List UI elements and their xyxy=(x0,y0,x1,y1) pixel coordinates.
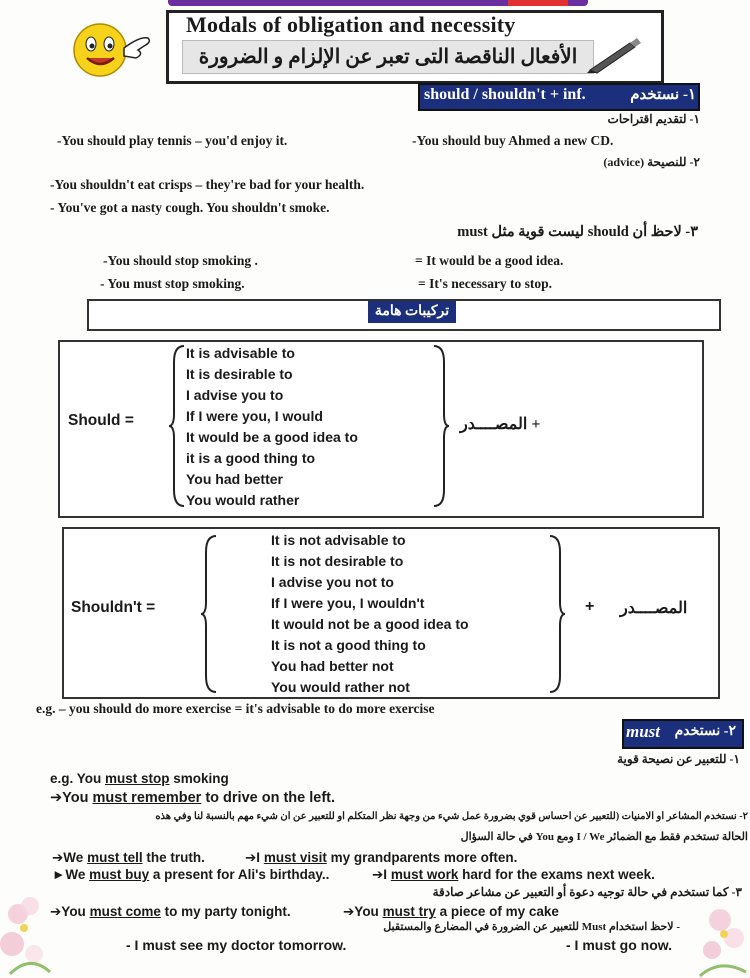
should-item-3: I advise you to xyxy=(186,387,284,403)
pen-icon xyxy=(585,35,645,75)
section2-use-arabic: ٢- نستخدم xyxy=(674,724,736,739)
must-example-5a: ➔You must come to my party tonight. xyxy=(50,904,291,919)
compare-right-1: = It would be a good idea. xyxy=(415,253,564,268)
title-english: Modals of obligation and necessity xyxy=(186,12,516,37)
should-item-2: It is desirable to xyxy=(186,366,293,382)
should-suffix: + المصــــدر xyxy=(460,416,541,433)
example-3: -You shouldn't eat crisps – they're bad for your health. xyxy=(50,177,365,192)
shouldnt-plus: + xyxy=(585,598,595,615)
should-item-7: You had better xyxy=(186,471,283,487)
should-item-8: You would rather xyxy=(186,492,300,508)
must-example-5b: ➔You must try a piece of my cake xyxy=(343,904,559,919)
must-use1: ١- للتعبير عن نصيحة قوية xyxy=(617,752,740,766)
final-example-right: - I must go now. xyxy=(566,937,673,953)
shouldnt-item-2: It is not desirable to xyxy=(271,553,404,569)
must-note: - لاحظ استخدام Must للتعبير عن الضرورة في المضارع والمستقبل xyxy=(383,921,680,933)
must-example-4b: ➔I must work hard for the exams next week. xyxy=(372,867,655,882)
should-structures-box xyxy=(58,340,704,518)
example-1: -You should play tennis – you'd enjoy it. xyxy=(57,133,288,148)
shouldnt-label: Shouldn't = xyxy=(71,599,156,616)
should-formula: should / shouldn't + inf. xyxy=(424,86,586,103)
must-example-3b: ➔I must visit my grandparents more often. xyxy=(245,850,518,865)
note-should-vs-must: ٣- لاحظ أن should ليست قوية مثل must xyxy=(457,224,698,240)
eg-line: e.g. – you should do more exercise = it's advisable to do more exercise xyxy=(36,701,435,716)
flower-decoration-icon xyxy=(0,884,70,978)
right-brace-icon xyxy=(430,344,450,508)
right-brace-icon xyxy=(546,534,566,694)
must-use2-line1: ٢- نستخدم المشاعر او الامنيات (للتعبير عن احساس قوي بضرورة عمل شيء من وجهة نظر المتكلم او للتعبير عن أن شيء مهم بالنسبة لنا وفي هذه xyxy=(155,811,748,822)
left-brace-icon xyxy=(200,534,220,694)
section1-use-arabic: ١- نستخدم xyxy=(630,87,696,103)
smiley-pointing-icon xyxy=(60,18,155,80)
shouldnt-item-1: It is not advisable to xyxy=(271,532,406,548)
must-keyword: must xyxy=(626,722,661,741)
shouldnt-item-8: You would rather not xyxy=(271,679,410,695)
top-decoration-strip xyxy=(168,0,588,6)
title-arabic: الأفعال الناقصة التى تعبر عن الإلزام و الضرورة xyxy=(182,40,594,74)
should-item-5: It would be a good idea to xyxy=(186,429,358,445)
must-example-2: ➔You must remember to drive on the left. xyxy=(50,790,336,806)
must-example-3a: ➔We must tell the truth. xyxy=(52,850,205,865)
shouldnt-item-6: It is not a good thing to xyxy=(271,637,426,653)
shouldnt-item-3: I advise you not to xyxy=(271,574,394,590)
must-use2-line2: الحالة تستخدم فقط مع الضمائر I / We ومع You في حالة السؤال xyxy=(460,831,748,843)
flower-decoration-icon xyxy=(690,898,750,978)
use1-label: ١- لتقديم اقتراحات xyxy=(607,112,700,126)
should-item-4: If I were you, I would xyxy=(186,408,323,424)
shouldnt-item-7: You had better not xyxy=(271,658,394,674)
must-use3: ٣- كما تستخدم في حالة توجيه دعوة أو التعبير عن مشاعر صادقة xyxy=(432,885,742,899)
final-example-left: - I must see my doctor tomorrow. xyxy=(126,937,347,953)
shouldnt-item-4: If I were you, I wouldn't xyxy=(271,595,425,611)
shouldnt-suffix: المصــــدر xyxy=(620,600,688,617)
should-item-1: It is advisable to xyxy=(186,345,295,361)
should-item-6: it is a good thing to xyxy=(186,450,316,466)
compare-left-2: - You must stop smoking. xyxy=(100,276,245,291)
compare-left-1: -You should stop smoking . xyxy=(103,253,258,268)
should-label: Should = xyxy=(68,412,134,429)
shouldnt-item-5: It would not be a good idea to xyxy=(271,616,469,632)
use2-label: ٢- للنصيحة (advice) xyxy=(603,155,700,169)
left-brace-icon xyxy=(168,344,188,508)
must-example-1: e.g. You must stop smoking xyxy=(50,771,229,786)
compare-right-2: = It's necessary to stop. xyxy=(418,276,553,291)
example-2: -You should buy Ahmed a new CD. xyxy=(412,133,614,148)
example-4: - You've got a nasty cough. You shouldn't smoke. xyxy=(50,200,330,215)
must-example-4a: ►We must buy a present for Ali's birthday.. xyxy=(52,867,330,882)
important-structures-label: تركيبات هامة xyxy=(368,301,456,323)
